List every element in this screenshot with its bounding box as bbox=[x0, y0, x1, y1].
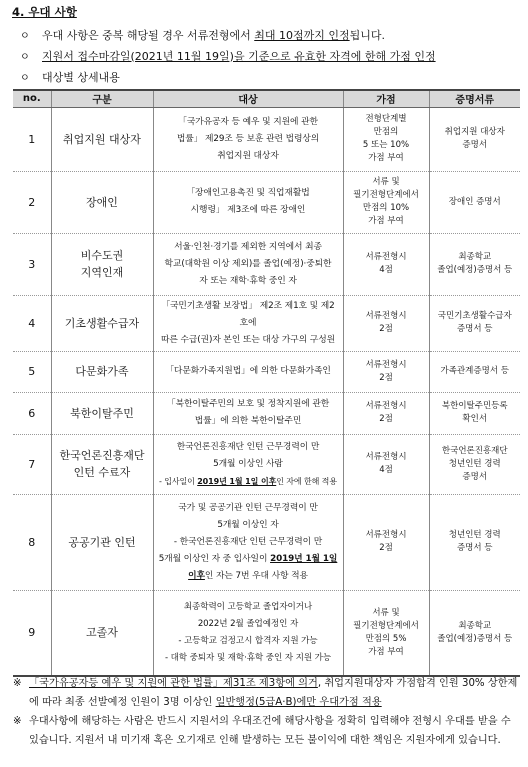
cell-no: 9 bbox=[13, 590, 51, 676]
cell-docs: 한국언론진흥재단 청년인턴 경력 증명서 bbox=[429, 434, 520, 494]
cell-points: 서류전형시 2점 bbox=[343, 295, 429, 351]
bullet-text: 우대 사항은 중복 해당될 경우 서류전형에서 최대 10점까지 인정됩니다. bbox=[42, 28, 385, 42]
cell-target: 「장애인고용촉진 및 직업재활법 시행령」 제3조에 따른 장애인 bbox=[153, 171, 343, 233]
cell-points: 서류전형시 4점 bbox=[343, 233, 429, 295]
table-row bbox=[13, 494, 520, 590]
cell-target: 「다문화가족지원법」에 의한 다문화가족인 bbox=[153, 351, 343, 392]
cell-target: 한국언론진흥재단 인턴 근무경력이 만 5개월 이상인 사람 - 입사일이 2019년 1월 1일 이후인 자에 한해 적용 bbox=[153, 434, 343, 494]
cell-docs: 북한이탈주민등록 확인서 bbox=[429, 392, 520, 434]
bullet-text: 지원서 접수마감일(2021년 11월 19일)을 기준으로 유효한 자격에 한해 가점 인정 bbox=[42, 49, 436, 63]
table-row bbox=[13, 233, 520, 295]
header-target: 대상 bbox=[153, 90, 343, 107]
header-docs: 증명서류 bbox=[429, 90, 520, 107]
cell-target: 국가 및 공공기관 인턴 근무경력이 만 5개월 이상인 자 - 한국언론진흥재단 인턴 근무경력이 만 5개월 이상인 자 중 입사일이 2019년 1월 1일 이후인 자는 7번 우대 사항 적용 bbox=[153, 494, 343, 590]
cell-target: 서울·인천·경기를 제외한 지역에서 최종 학교(대학원 이상 제외)를 졸업(예정)·중퇴한 자 또는 재학·휴학 중인 자 bbox=[153, 233, 343, 295]
cell-category: 한국언론진흥재단 인턴 수료자 bbox=[51, 434, 153, 494]
bullet-mark: ㅇ bbox=[20, 31, 30, 42]
section-title: 4. 우대 사항 bbox=[12, 5, 77, 19]
bullet-item bbox=[20, 45, 520, 66]
cell-no: 4 bbox=[13, 295, 51, 351]
header-no: no. bbox=[13, 90, 51, 107]
header-category: 구분 bbox=[51, 90, 153, 107]
cell-category: 북한이탈주민 bbox=[51, 392, 153, 434]
cell-docs: 장애인 증명서 bbox=[429, 171, 520, 233]
cell-no: 7 bbox=[13, 434, 51, 494]
cell-no: 3 bbox=[13, 233, 51, 295]
preference-table bbox=[13, 89, 520, 677]
cell-points: 서류전형시 2점 bbox=[343, 494, 429, 590]
cell-category: 기초생활수급자 bbox=[51, 295, 153, 351]
note-mark: ※ bbox=[13, 678, 22, 689]
table-row bbox=[13, 351, 520, 392]
header-points: 가점 bbox=[343, 90, 429, 107]
bullet-mark: ㅇ bbox=[20, 73, 30, 84]
cell-points: 서류전형시 2점 bbox=[343, 351, 429, 392]
table-row bbox=[13, 590, 520, 676]
bullet-mark: ㅇ bbox=[20, 52, 30, 63]
note-item bbox=[13, 712, 520, 750]
cell-no: 5 bbox=[13, 351, 51, 392]
note-text: 「국가유공자등 예우 및 지원에 관한 법률」제31조 제3항에 의거, 취업지원대상자 가점합격 인원 30% 상한제에 따라 최종 선발예정 인원이 3명 이상인 일반행정(5급A·B)에만 우대가점 적용 bbox=[29, 678, 518, 708]
cell-docs: 국민기초생활수급자 증명서 등 bbox=[429, 295, 520, 351]
cell-target: 「국가유공자 등 예우 및 지원에 관한 법률」 제29조 등 보훈 관련 법령상의 취업지원 대상자 bbox=[153, 107, 343, 171]
cell-docs: 가족관계증명서 등 bbox=[429, 351, 520, 392]
cell-points: 서류전형시 4점 bbox=[343, 434, 429, 494]
bullet-item bbox=[20, 66, 520, 87]
cell-docs: 최종학교 졸업(예정)증명서 등 bbox=[429, 233, 520, 295]
cell-target: 「국민기초생활 보장법」 제2조 제1호 및 제2호에 따른 수급(권)자 본인 또는 대상 가구의 구성원 bbox=[153, 295, 343, 351]
cell-category: 고졸자 bbox=[51, 590, 153, 676]
table-header-row bbox=[13, 90, 520, 107]
cell-category: 취업지원 대상자 bbox=[51, 107, 153, 171]
table-row bbox=[13, 171, 520, 233]
cell-category: 장애인 bbox=[51, 171, 153, 233]
cell-no: 8 bbox=[13, 494, 51, 590]
cell-docs: 최종학교 졸업(예정)증명서 등 bbox=[429, 590, 520, 676]
cell-no: 1 bbox=[13, 107, 51, 171]
table-row bbox=[13, 295, 520, 351]
bullet-list bbox=[20, 24, 520, 87]
cell-points: 서류 및 필기전형단계에서 만점의 10% 가점 부여 bbox=[343, 171, 429, 233]
notes bbox=[13, 674, 520, 750]
cell-no: 2 bbox=[13, 171, 51, 233]
cell-category: 공공기관 인턴 bbox=[51, 494, 153, 590]
cell-docs: 청년인턴 경력 증명서 등 bbox=[429, 494, 520, 590]
table-row bbox=[13, 392, 520, 434]
bullet-item bbox=[20, 24, 520, 45]
cell-category: 비수도권 지역인재 bbox=[51, 233, 153, 295]
cell-target: 「북한이탈주민의 보호 및 정착지원에 관한 법률」에 의한 북한이탈주민 bbox=[153, 392, 343, 434]
note-mark: ※ bbox=[13, 716, 22, 727]
cell-points: 전형단계별 만점의 5 또는 10% 가점 부여 bbox=[343, 107, 429, 171]
cell-category: 다문화가족 bbox=[51, 351, 153, 392]
note-item bbox=[13, 674, 520, 712]
cell-no: 6 bbox=[13, 392, 51, 434]
table-row bbox=[13, 107, 520, 171]
table-row bbox=[13, 434, 520, 494]
cell-points: 서류 및 필기전형단계에서 만점의 5% 가점 부여 bbox=[343, 590, 429, 676]
cell-target: 최종학력이 고등학교 졸업자이거나 2022년 2월 졸업예정인 자 - 고등학교 검정고시 합격자 지원 가능 - 대학 중퇴자 및 재학·휴학 중인 자 지원 가능 bbox=[153, 590, 343, 676]
cell-docs: 취업지원 대상자 증명서 bbox=[429, 107, 520, 171]
bullet-text: 대상별 상세내용 bbox=[42, 70, 120, 84]
cell-points: 서류전형시 2점 bbox=[343, 392, 429, 434]
note-text: 우대사항에 해당하는 사람은 반드시 지원서의 우대조건에 해당사항을 정확히 입력해야 전형시 우대를 받을 수 있습니다. 지원서 내 미기재 혹은 오기재로 인해 발생하는 모든 불이익에 대한 책임은 지원자에게 있습니다. bbox=[29, 716, 511, 746]
